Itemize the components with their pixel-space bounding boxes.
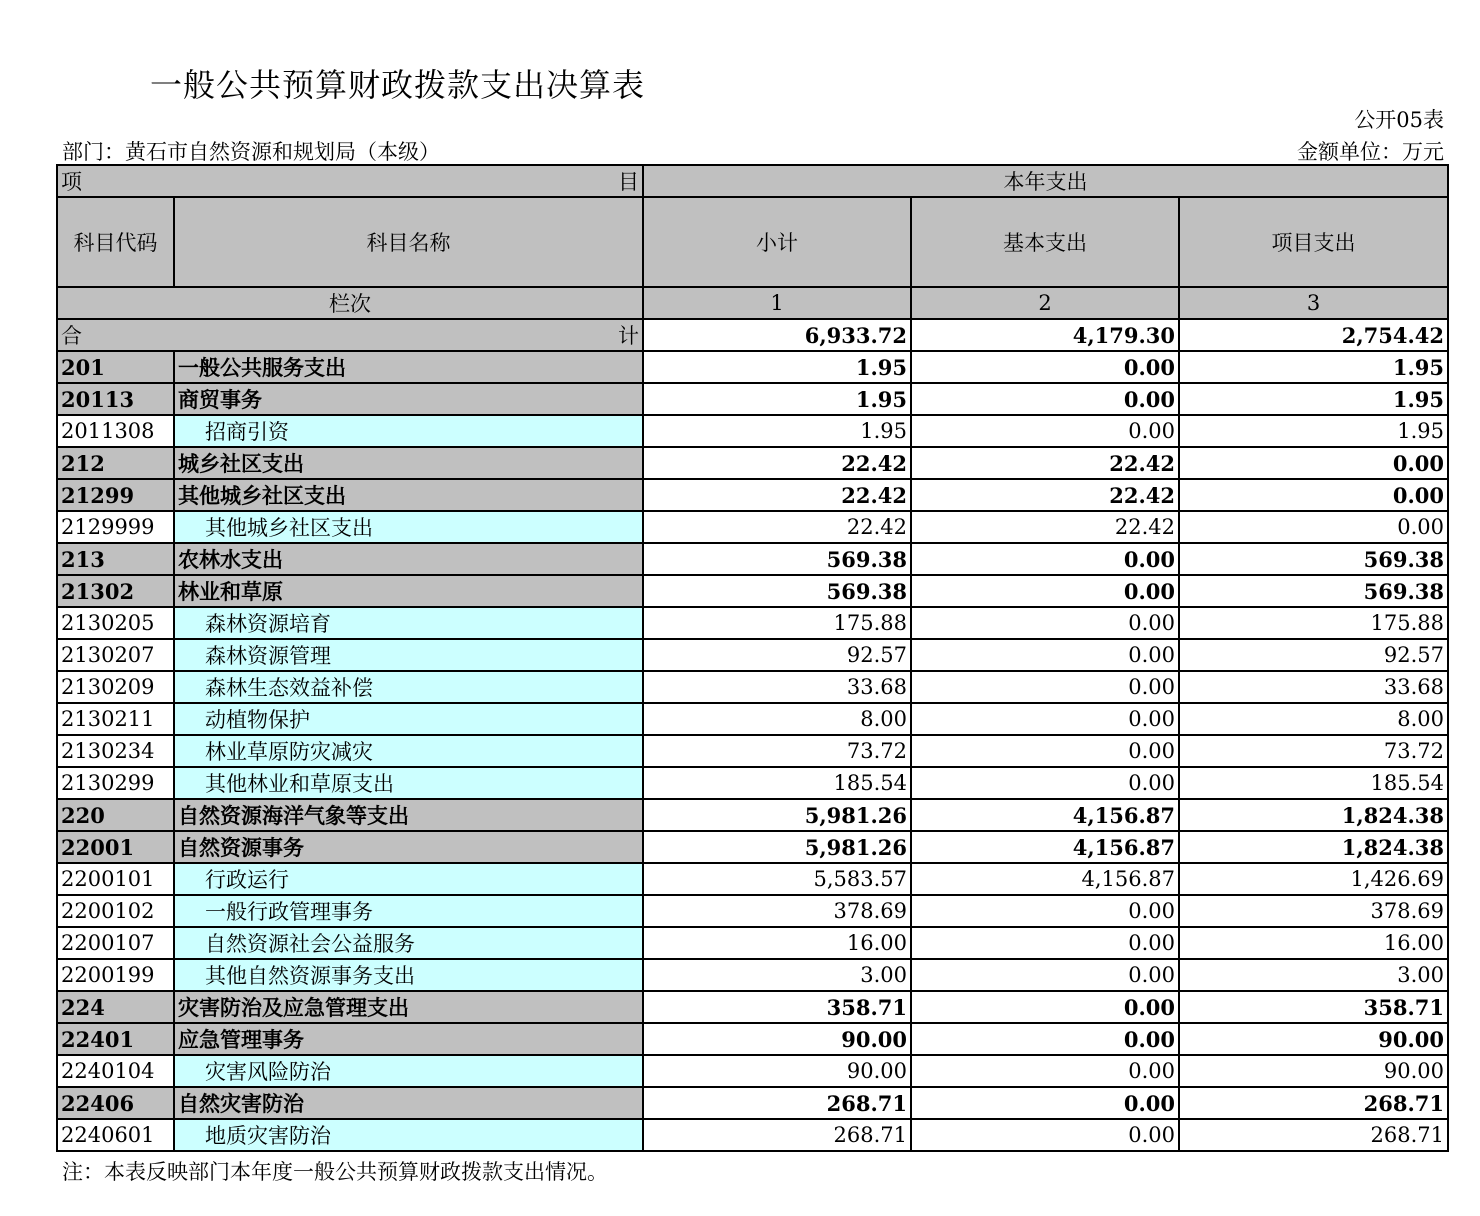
- row-project: 358.71: [1179, 991, 1448, 1023]
- row-code: 2240104: [57, 1055, 174, 1087]
- row-subtotal: 5,981.26: [643, 831, 911, 863]
- row-subtotal: 22.42: [643, 447, 911, 479]
- name-header: 科目名称: [174, 197, 643, 287]
- row-subtotal: 378.69: [643, 895, 911, 927]
- current-year-header: 本年支出: [643, 165, 1448, 197]
- table-row: [57, 927, 1448, 959]
- row-basic: 0.00: [911, 1055, 1179, 1087]
- table-row: [57, 863, 1448, 895]
- row-code: 2130209: [57, 671, 174, 703]
- table-row: [57, 447, 1448, 479]
- total-label-right: 计: [618, 324, 639, 348]
- row-name: 动植物保护: [174, 703, 643, 735]
- row-subtotal: 185.54: [643, 767, 911, 799]
- row-basic: 0.00: [911, 543, 1179, 575]
- row-subtotal: 268.71: [643, 1119, 911, 1151]
- row-code: 2011308: [57, 415, 174, 447]
- row-subtotal: 33.68: [643, 671, 911, 703]
- row-project: 90.00: [1179, 1023, 1448, 1055]
- row-subtotal: 90.00: [643, 1055, 911, 1087]
- row-basic: 0.00: [911, 895, 1179, 927]
- col-index-3: 3: [1179, 287, 1448, 319]
- row-basic: 0.00: [911, 927, 1179, 959]
- row-project: 378.69: [1179, 895, 1448, 927]
- row-project: 1.95: [1179, 415, 1448, 447]
- table-row: [57, 511, 1448, 543]
- total-subtotal: 6,933.72: [643, 319, 911, 351]
- row-subtotal: 5,583.57: [643, 863, 911, 895]
- table-row: [57, 351, 1448, 383]
- total-label-cell: [57, 319, 643, 351]
- row-basic: 0.00: [911, 607, 1179, 639]
- row-subtotal: 8.00: [643, 703, 911, 735]
- row-code: 2200102: [57, 895, 174, 927]
- subtotal-header: 小计: [643, 197, 911, 287]
- row-project: 3.00: [1179, 959, 1448, 991]
- row-project: 1.95: [1179, 351, 1448, 383]
- row-project: 0.00: [1179, 479, 1448, 511]
- row-subtotal: 1.95: [643, 415, 911, 447]
- row-code: 20113: [57, 383, 174, 415]
- table-row: [57, 543, 1448, 575]
- row-basic: 0.00: [911, 671, 1179, 703]
- table-row: [57, 799, 1448, 831]
- row-code: 220: [57, 799, 174, 831]
- row-code: 212: [57, 447, 174, 479]
- row-code: 21299: [57, 479, 174, 511]
- row-name: 农林水支出: [174, 543, 643, 575]
- row-project: 268.71: [1179, 1087, 1448, 1119]
- table-row: [57, 767, 1448, 799]
- footnote: 注：本表反映部门本年度一般公共预算财政拨款支出情况。: [62, 1160, 608, 1184]
- row-project: 33.68: [1179, 671, 1448, 703]
- column-label: 栏次: [57, 287, 643, 319]
- row-basic: 4,156.87: [911, 799, 1179, 831]
- row-name: 一般公共服务支出: [174, 351, 643, 383]
- row-code: 2200101: [57, 863, 174, 895]
- row-subtotal: 92.57: [643, 639, 911, 671]
- row-basic: 22.42: [911, 447, 1179, 479]
- row-basic: 0.00: [911, 1119, 1179, 1151]
- table-row: [57, 959, 1448, 991]
- row-project: 1.95: [1179, 383, 1448, 415]
- row-basic: 22.42: [911, 479, 1179, 511]
- table-row: [57, 1119, 1448, 1151]
- row-subtotal: 569.38: [643, 575, 911, 607]
- row-basic: 0.00: [911, 991, 1179, 1023]
- row-basic: 0.00: [911, 639, 1179, 671]
- table-row: [57, 1055, 1448, 1087]
- item-header-right: 目: [618, 170, 639, 194]
- row-code: 2130207: [57, 639, 174, 671]
- col-index-1: 1: [643, 287, 911, 319]
- total-project: 2,754.42: [1179, 319, 1448, 351]
- total-basic: 4,179.30: [911, 319, 1179, 351]
- row-basic: 22.42: [911, 511, 1179, 543]
- row-project: 1,426.69: [1179, 863, 1448, 895]
- row-subtotal: 358.71: [643, 991, 911, 1023]
- row-name: 地质灾害防治: [174, 1119, 643, 1151]
- row-project: 90.00: [1179, 1055, 1448, 1087]
- row-name: 自然资源社会公益服务: [174, 927, 643, 959]
- row-name: 林业草原防灾减灾: [174, 735, 643, 767]
- row-project: 0.00: [1179, 447, 1448, 479]
- row-subtotal: 1.95: [643, 383, 911, 415]
- table-row: [57, 671, 1448, 703]
- table-row: [57, 1023, 1448, 1055]
- table-row: [57, 575, 1448, 607]
- row-name: 其他城乡社区支出: [174, 511, 643, 543]
- row-basic: 0.00: [911, 575, 1179, 607]
- row-code: 22001: [57, 831, 174, 863]
- row-name: 其他自然资源事务支出: [174, 959, 643, 991]
- row-code: 224: [57, 991, 174, 1023]
- item-header-cell: [57, 165, 643, 197]
- project-header: 项目支出: [1179, 197, 1448, 287]
- row-name: 林业和草原: [174, 575, 643, 607]
- table-row: [57, 639, 1448, 671]
- row-name: 自然灾害防治: [174, 1087, 643, 1119]
- row-name: 灾害防治及应急管理支出: [174, 991, 643, 1023]
- table-row: [57, 895, 1448, 927]
- row-code: 22401: [57, 1023, 174, 1055]
- table-row: [57, 735, 1448, 767]
- row-name: 一般行政管理事务: [174, 895, 643, 927]
- row-project: 569.38: [1179, 543, 1448, 575]
- page-title: 一般公共预算财政拨款支出决算表: [150, 66, 646, 104]
- row-code: 201: [57, 351, 174, 383]
- header-row-2: [57, 197, 1448, 287]
- row-project: 0.00: [1179, 511, 1448, 543]
- code-header: 科目代码: [57, 197, 174, 287]
- row-subtotal: 90.00: [643, 1023, 911, 1055]
- column-index-row: [57, 287, 1448, 319]
- row-code: 2129999: [57, 511, 174, 543]
- row-subtotal: 3.00: [643, 959, 911, 991]
- row-code: 213: [57, 543, 174, 575]
- expenditure-table: [56, 164, 1449, 1152]
- row-project: 1,824.38: [1179, 831, 1448, 863]
- basic-header: 基本支出: [911, 197, 1179, 287]
- row-subtotal: 16.00: [643, 927, 911, 959]
- table-row: [57, 415, 1448, 447]
- row-name: 自然资源事务: [174, 831, 643, 863]
- row-name: 森林资源培育: [174, 607, 643, 639]
- row-basic: 0.00: [911, 959, 1179, 991]
- row-name: 其他林业和草原支出: [174, 767, 643, 799]
- row-subtotal: 22.42: [643, 511, 911, 543]
- row-subtotal: 1.95: [643, 351, 911, 383]
- row-name: 森林生态效益补偿: [174, 671, 643, 703]
- item-header-left: 项: [61, 170, 82, 194]
- total-label-left: 合: [61, 324, 82, 348]
- row-code: 21302: [57, 575, 174, 607]
- row-basic: 4,156.87: [911, 863, 1179, 895]
- col-index-2: 2: [911, 287, 1179, 319]
- row-subtotal: 5,981.26: [643, 799, 911, 831]
- row-project: 268.71: [1179, 1119, 1448, 1151]
- row-name: 自然资源海洋气象等支出: [174, 799, 643, 831]
- table-row: [57, 607, 1448, 639]
- row-name: 森林资源管理: [174, 639, 643, 671]
- row-subtotal: 73.72: [643, 735, 911, 767]
- row-project: 92.57: [1179, 639, 1448, 671]
- row-subtotal: 569.38: [643, 543, 911, 575]
- row-name: 商贸事务: [174, 383, 643, 415]
- row-project: 1,824.38: [1179, 799, 1448, 831]
- row-basic: 0.00: [911, 1087, 1179, 1119]
- row-project: 185.54: [1179, 767, 1448, 799]
- table-row: [57, 1087, 1448, 1119]
- header-row-1: [57, 165, 1448, 197]
- row-name: 招商引资: [174, 415, 643, 447]
- row-project: 8.00: [1179, 703, 1448, 735]
- row-basic: 0.00: [911, 1023, 1179, 1055]
- row-basic: 0.00: [911, 735, 1179, 767]
- row-basic: 0.00: [911, 767, 1179, 799]
- row-project: 569.38: [1179, 575, 1448, 607]
- row-name: 灾害风险防治: [174, 1055, 643, 1087]
- row-code: 2130234: [57, 735, 174, 767]
- row-name: 行政运行: [174, 863, 643, 895]
- row-basic: 4,156.87: [911, 831, 1179, 863]
- total-row: [57, 319, 1448, 351]
- form-number: 公开05表: [1354, 108, 1444, 132]
- row-project: 175.88: [1179, 607, 1448, 639]
- row-basic: 0.00: [911, 383, 1179, 415]
- row-code: 2200199: [57, 959, 174, 991]
- row-code: 2240601: [57, 1119, 174, 1151]
- row-name: 其他城乡社区支出: [174, 479, 643, 511]
- row-code: 2200107: [57, 927, 174, 959]
- row-subtotal: 22.42: [643, 479, 911, 511]
- row-name: 城乡社区支出: [174, 447, 643, 479]
- row-subtotal: 175.88: [643, 607, 911, 639]
- row-basic: 0.00: [911, 351, 1179, 383]
- table-row: [57, 383, 1448, 415]
- unit-label: 金额单位：万元: [1297, 140, 1444, 164]
- row-code: 2130299: [57, 767, 174, 799]
- row-basic: 0.00: [911, 703, 1179, 735]
- table-row: [57, 831, 1448, 863]
- row-name: 应急管理事务: [174, 1023, 643, 1055]
- row-code: 2130205: [57, 607, 174, 639]
- row-code: 22406: [57, 1087, 174, 1119]
- row-code: 2130211: [57, 703, 174, 735]
- table-row: [57, 703, 1448, 735]
- department-label: 部门：黄石市自然资源和规划局（本级）: [62, 140, 440, 164]
- table-row: [57, 991, 1448, 1023]
- table-row: [57, 479, 1448, 511]
- row-project: 73.72: [1179, 735, 1448, 767]
- row-basic: 0.00: [911, 415, 1179, 447]
- row-subtotal: 268.71: [643, 1087, 911, 1119]
- row-project: 16.00: [1179, 927, 1448, 959]
